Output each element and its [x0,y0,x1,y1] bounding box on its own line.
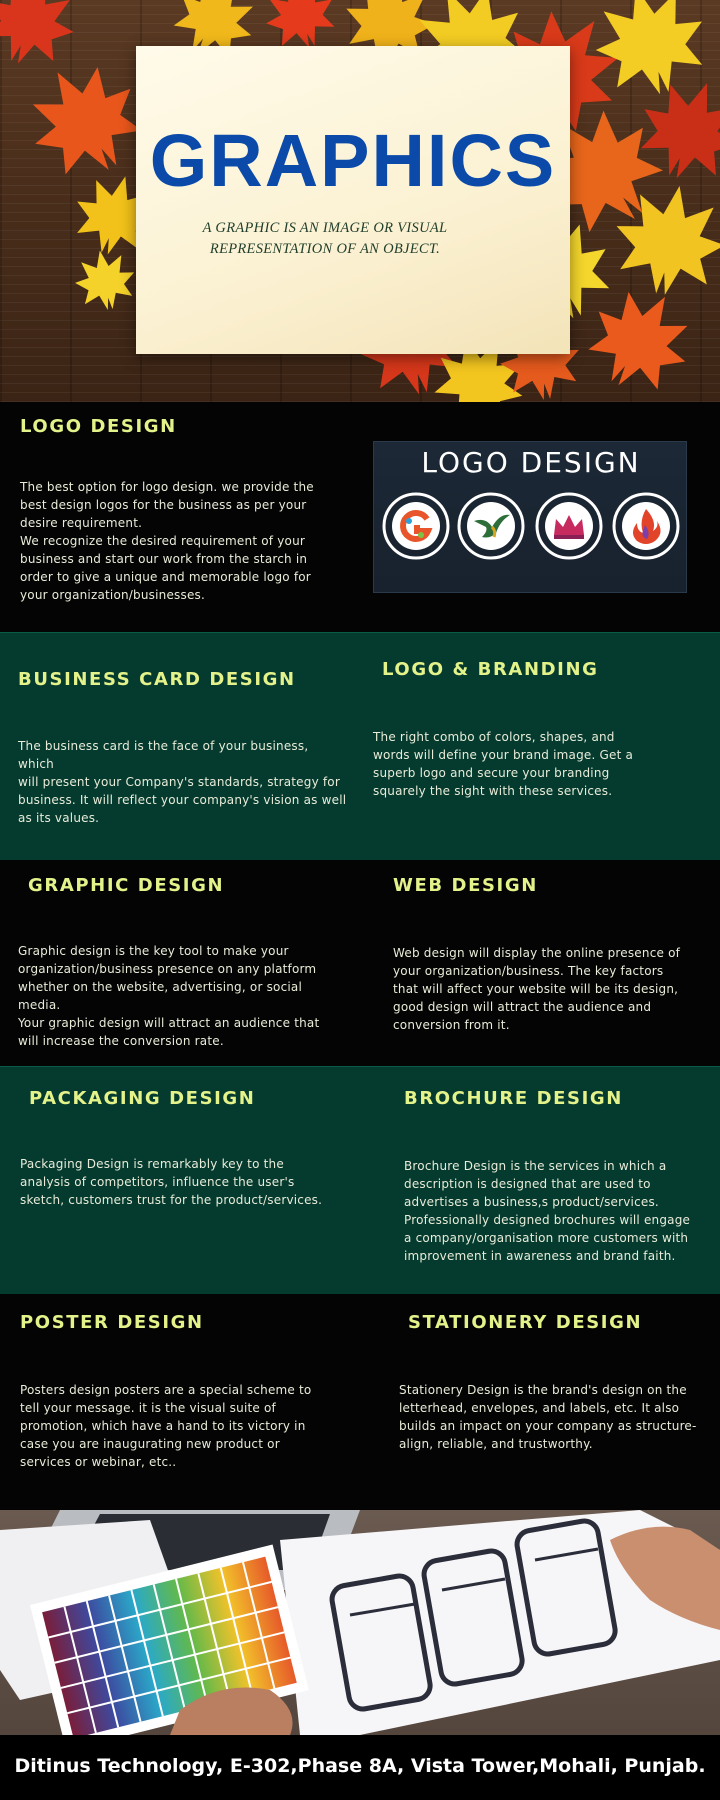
graphic-design-text: Graphic design is the key tool to make your organization/business presence on any platform whether on the website, advertising, or social media. Your graphic design will attract an audience that will increase the conversion rate. [18,944,320,1048]
logo-branding-text: The right combo of colors, shapes, and words will define your brand image. Get a superb logo and secure your branding squarely the sight with these services. [373,730,634,798]
desk-illustration [0,1510,720,1735]
business-card-heading: BUSINESS CARD DESIGN [18,669,296,690]
crown-logo-badge-icon [534,491,604,561]
logo-design-text: The best option for logo design. we provide the best design logos for the business as per your desire requirement. We recognize the desired requirement of your business and start our work from the starch in order to give a unique and memorable logo for your organization/businesses. [20,480,314,602]
design-desk-photo [0,1510,720,1735]
poster-design-text: Posters design posters are a special scheme to tell your message. it is the visual suite of promotion, which have a hand to its victory in case you are inaugurating new product or services or webinar, etc.. [20,1383,312,1469]
packaging-design-text: Packaging Design is remarkably key to the analysis of competitors, influence the user's sketch, customers trust for the product/services. [20,1157,323,1207]
subtitle-line: REPRESENTATION OF AN OBJECT. [209,241,441,257]
subtitle-line: A GRAPHIC IS AN IMAGE OR VISUAL [202,220,448,236]
poster-design-heading: POSTER DESIGN [20,1312,204,1333]
business-card-text: The business card is the face of your business, which will present your Company's standards, strategy for business. It will reflect your company's vision as well as its values. [18,739,347,825]
logo-design-image [373,441,687,593]
brochure-design-heading: BROCHURE DESIGN [404,1088,623,1109]
page-subtitle [160,218,490,260]
web-design-text: Web design will display the online presence of your organization/business. The key factors that will affect your website will be its design, good design will attract the audience and conversion from it. [393,946,681,1032]
web-design-heading: WEB DESIGN [393,875,538,896]
stationery-design-heading: STATIONERY DESIGN [408,1312,643,1333]
footer [0,1735,720,1800]
packaging-design-heading: PACKAGING DESIGN [29,1088,256,1109]
logo-design-heading: LOGO DESIGN [20,416,177,437]
brochure-design-text: Brochure Design is the services in which a description is designed that are used to advertises a business,s product/services. Professionally designed brochures will engage a company/organisation more customers with improvement in awareness and brand faith. [404,1159,691,1263]
footer-address: Ditinus Technology, E-302,Phase 8A, Vista Tower,Mohali, Punjab. [14,1755,706,1777]
logo-card-title: LOGO DESIGN [421,446,641,479]
g-logo-badge-icon [381,491,451,561]
graphic-design-heading: GRAPHIC DESIGN [28,875,225,896]
bird-logo-badge-icon [456,491,526,561]
logo-branding-heading: LOGO & BRANDING [382,659,599,680]
page-title: GRAPHICS [149,119,557,202]
stationery-design-text: Stationery Design is the brand's design on the letterhead, envelopes, and labels, etc. It also builds an impact on your company as structure- align, reliable, and trustworthy. [399,1383,697,1451]
flame-logo-badge-icon [611,491,681,561]
hero-banner [0,0,720,402]
